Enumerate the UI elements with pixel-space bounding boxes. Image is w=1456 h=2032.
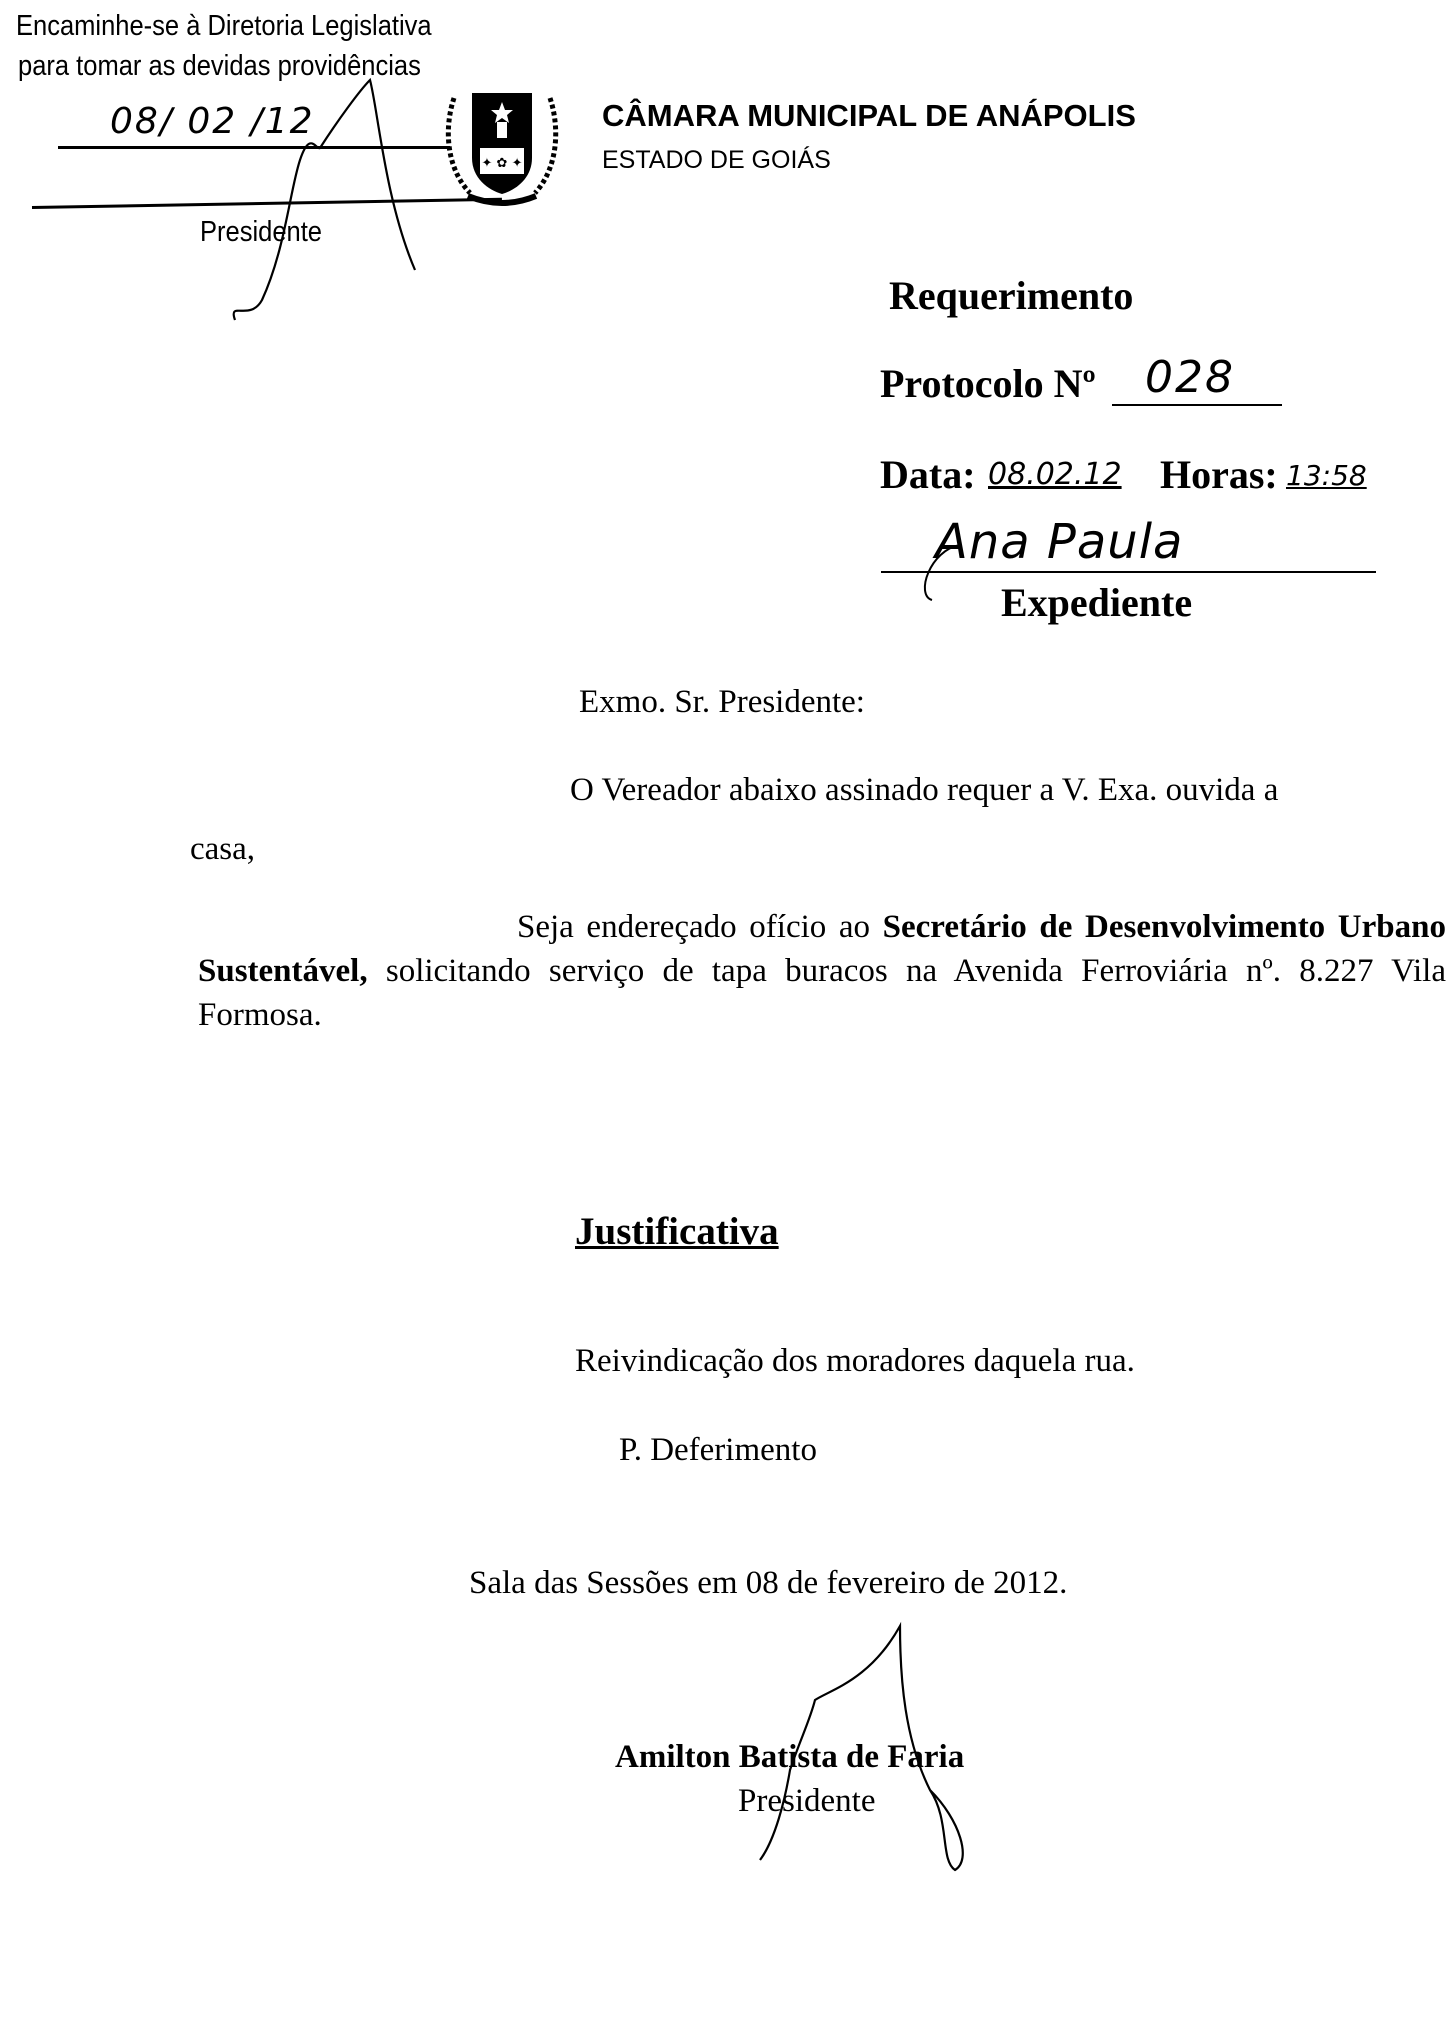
signer-role: Presidente: [738, 1783, 876, 1819]
protocol-number: 028: [1145, 352, 1235, 403]
institution-name: CÂMARA MUNICIPAL DE ANÁPOLIS: [602, 98, 1136, 133]
date-value: 08.02.12: [988, 457, 1122, 492]
stamp-line-2: para tomar as devidas providências: [18, 50, 421, 82]
salutation: Exmo. Sr. Presidente:: [579, 684, 865, 720]
request-recipient: Secretário de Desenvolvimento Urbano Sustentável,: [198, 909, 1446, 989]
date-label: Data:: [880, 452, 976, 497]
request-text-pre: Seja endereçado ofício ao: [517, 909, 883, 945]
intro-paragraph-continuation: casa,: [190, 831, 256, 867]
justification-text: Reivindicação dos moradores daquela rua.: [575, 1343, 1135, 1379]
hours-value: 13:58: [1286, 459, 1367, 492]
request-text-post: solicitando serviço de tapa buracos na Avenida Ferroviária nº. 8.227 Vila Formosa.: [198, 953, 1446, 1033]
intro-paragraph: O Vereador abaixo assinado requer a V. Exa. ouvida a: [570, 772, 1279, 808]
closing: P. Deferimento: [619, 1432, 817, 1468]
protocol-label: Protocolo Nº: [880, 361, 1096, 406]
stamp-role: Presidente: [200, 216, 323, 248]
expediente-label: Expediente: [1001, 580, 1193, 625]
stamp-line-1: Encaminhe-se à Diretoria Legislativa: [16, 10, 432, 42]
expediente-signature: Ana Paula: [935, 514, 1184, 570]
svg-text:✦ ✿ ✦: ✦ ✿ ✦: [481, 156, 523, 171]
hours-label: Horas:: [1160, 452, 1278, 497]
place-and-date: Sala das Sessões em 08 de fevereiro de 2012.: [469, 1565, 1068, 1601]
stamp-date-handwritten: 08/ 02 /12: [110, 101, 315, 142]
signer-name: Amilton Batista de Faria: [615, 1739, 965, 1775]
justification-title: Justificativa: [575, 1210, 779, 1253]
state-name: ESTADO DE GOIÁS: [602, 146, 831, 174]
document-type-title: Requerimento: [889, 273, 1134, 318]
